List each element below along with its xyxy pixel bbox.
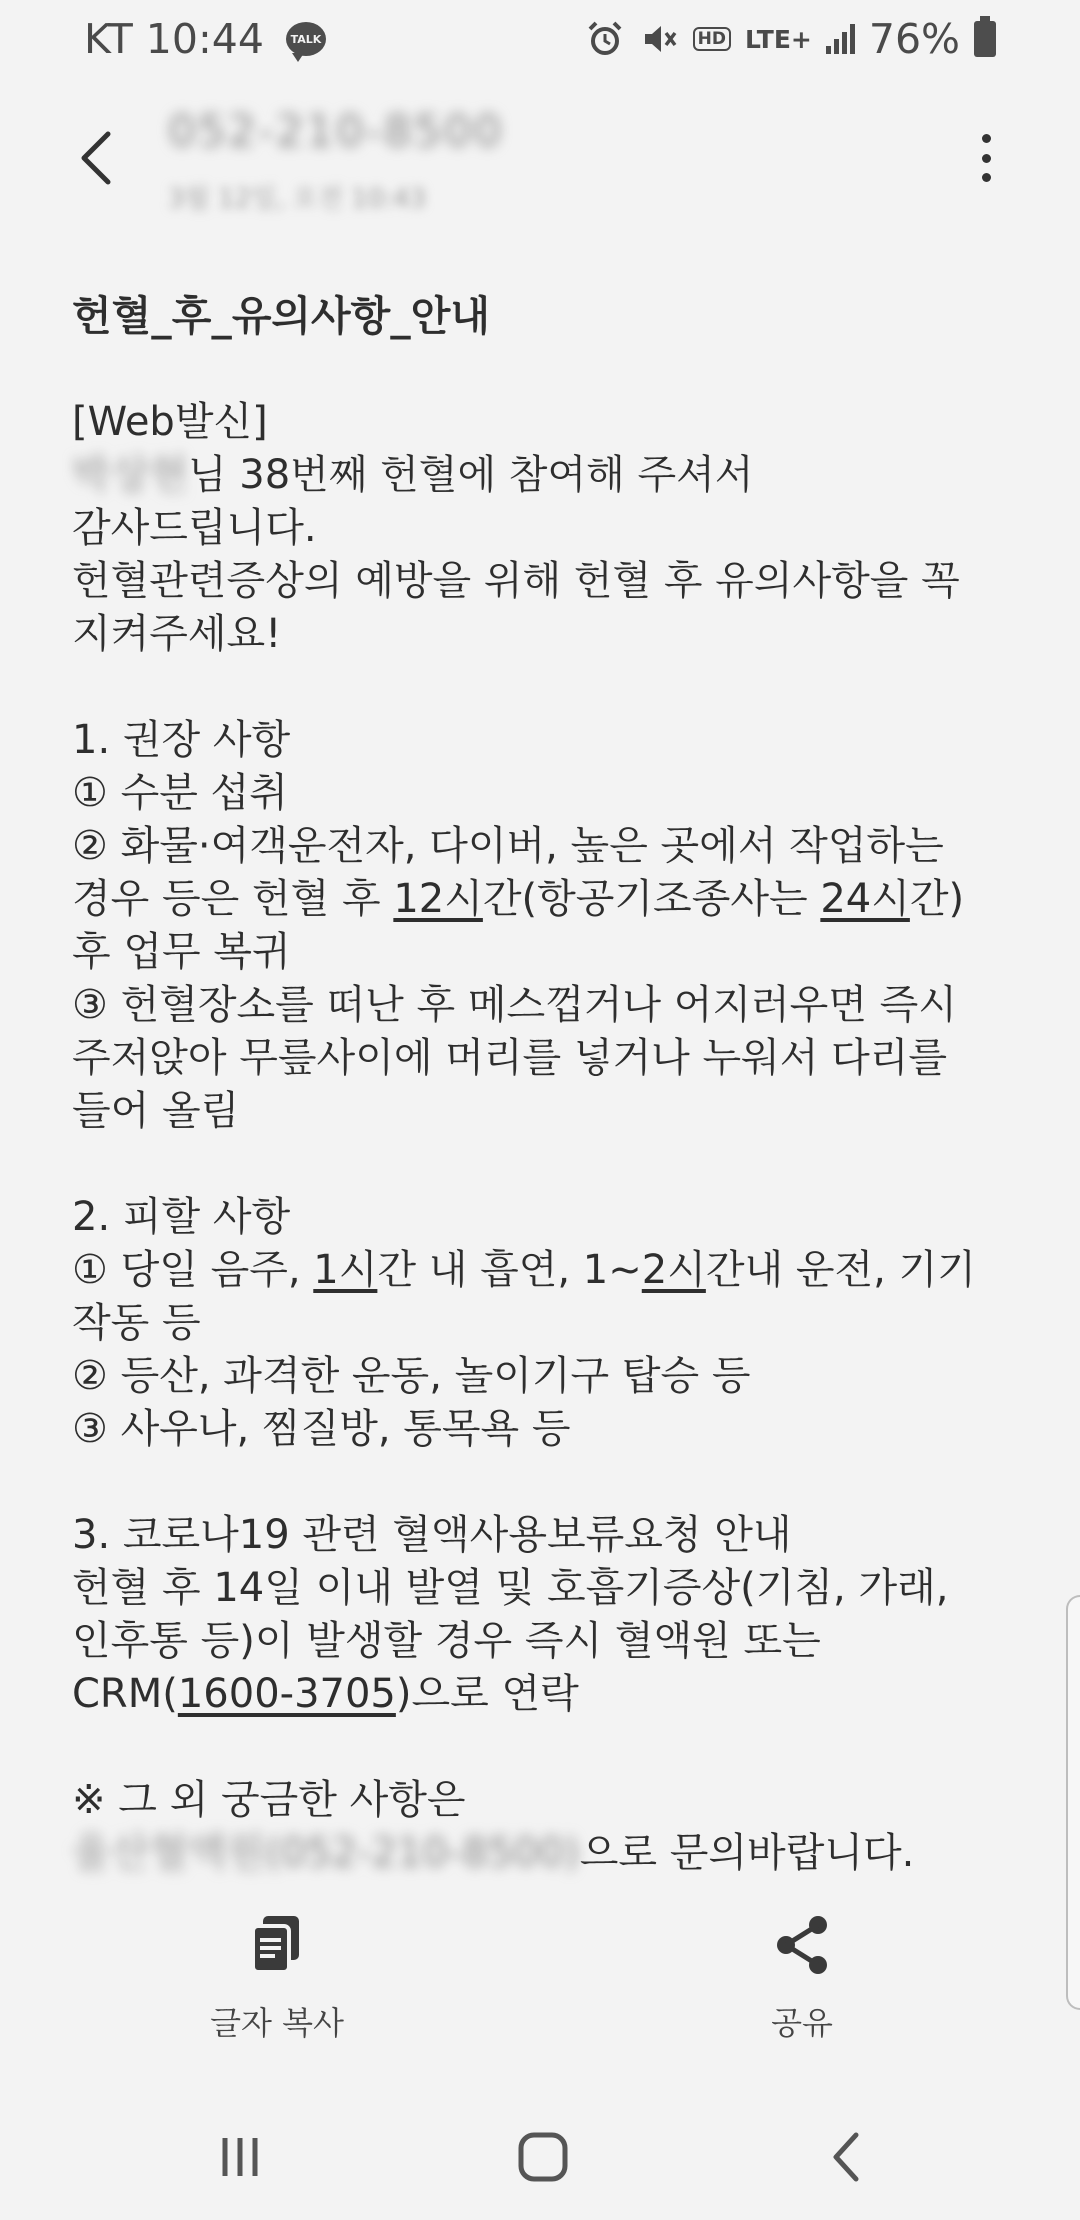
section-2-item-1: ① 당일 음주, 1시간 내 흡연, 1~2시간내 운전, 기기: [72, 1247, 976, 1293]
section-2-item-2: ② 등산, 과격한 운동, 놀이기구 탑승 등: [72, 1353, 751, 1399]
message-body: [72, 290, 1012, 1880]
nav-back-button[interactable]: [806, 2122, 886, 2192]
section-3-line-2: 인후통 등)이 발생할 경우 즉시 혈액원 또는: [72, 1618, 821, 1664]
alarm-icon: [585, 19, 625, 59]
copy-text-button[interactable]: [167, 1910, 387, 2050]
conversation-header: [0, 88, 1080, 228]
share-icon: [767, 1910, 837, 1980]
section-1-item-2-line-2: 경우 등은 헌혈 후 12시간(항공기조종사는 24시간): [72, 876, 965, 922]
home-icon: [516, 2130, 570, 2184]
section-3-line-1: 헌혈 후 14일 이내 발열 및 호흡기증상(기침, 가래,: [72, 1565, 949, 1611]
footer-line-2: 울산혈액원(052-210-8500)으로 문의바랍니다.: [72, 1830, 915, 1876]
talk-icon: TALK: [286, 22, 326, 56]
more-vertical-icon: [982, 134, 991, 143]
section-3-line-3: CRM(1600-3705)으로 연락: [72, 1671, 579, 1717]
message-actions: [0, 1910, 1080, 2050]
share-label: 공유: [771, 2004, 833, 2042]
lte-icon: LTE+: [744, 24, 812, 54]
section-2-title: 2. 피할 사항: [72, 1194, 291, 1240]
footer-line-1: ※ 그 외 궁금한 사항은: [72, 1777, 466, 1823]
recent-apps-icon: [215, 2132, 265, 2182]
more-options-button[interactable]: [966, 126, 1006, 190]
battery-percent: 76%: [868, 15, 960, 63]
time-link[interactable]: 2시: [641, 1247, 706, 1293]
carrier-time: KT 10:44: [84, 15, 264, 63]
status-bar: [0, 0, 1080, 78]
contact-number: 052-210-8500: [168, 106, 504, 157]
phone-link[interactable]: 1600-3705: [177, 1671, 396, 1717]
message-title: 헌혈_후_유의사항_안내: [72, 292, 490, 340]
recipient-name: 박상현: [72, 452, 188, 498]
intro-line-2: 지켜주세요!: [72, 611, 282, 657]
contact-date: 3월 12일, 오전 10:43: [168, 184, 427, 214]
section-2-item-3: ③ 사우나, 찜질방, 통목욕 등: [72, 1406, 571, 1452]
battery-icon: [974, 21, 996, 57]
section-1-item-3-line-3: 들어 올림: [72, 1088, 240, 1134]
mute-icon: [639, 19, 679, 59]
section-1-title: 1. 권장 사항: [72, 717, 291, 763]
nav-back-icon: [826, 2130, 866, 2184]
recent-apps-button[interactable]: [200, 2122, 280, 2192]
section-3-title: 3. 코로나19 관련 혈액사용보류요청 안내: [72, 1512, 792, 1558]
section-2-item-1-line-2: 작동 등: [72, 1300, 201, 1346]
status-left: [84, 15, 326, 63]
time-link[interactable]: 1시: [313, 1247, 378, 1293]
thanks-line: 감사드립니다.: [72, 505, 317, 551]
back-arrow-icon: [76, 130, 116, 186]
section-1-item-2-line-1: ② 화물·여객운전자, 다이버, 높은 곳에서 작업하는: [72, 823, 944, 869]
contact-blurred: 울산혈액원(052-210-8500): [72, 1830, 580, 1876]
section-1-item-2-line-3: 후 업무 복귀: [72, 929, 291, 975]
source-tag: [Web발신]: [72, 399, 268, 445]
time-link[interactable]: 24시: [820, 876, 910, 922]
navigation-bar: [0, 2100, 1080, 2220]
hd-icon: HD: [693, 27, 731, 51]
section-1-item-3-line-2: 주저앉아 무릎사이에 머리를 넣거나 누워서 다리를: [72, 1035, 948, 1081]
copy-text-icon: [242, 1910, 312, 1980]
home-button[interactable]: [503, 2122, 583, 2192]
section-1-item-3-line-1: ③ 헌혈장소를 떠난 후 메스껍거나 어지러우면 즉시: [72, 982, 957, 1028]
greeting-line: 박상현님 38번째 헌혈에 참여해 주셔서: [72, 452, 754, 498]
intro-line-1: 헌혈관련증상의 예방을 위해 헌혈 후 유의사항을 꼭: [72, 558, 960, 604]
back-button[interactable]: [68, 126, 124, 190]
status-right: [585, 15, 996, 63]
share-button[interactable]: [692, 1910, 912, 2050]
copy-text-label: 글자 복사: [210, 2004, 344, 2042]
signal-icon: [826, 24, 855, 54]
time-link[interactable]: 12시: [393, 876, 483, 922]
section-1-item-1: ① 수분 섭취: [72, 770, 288, 816]
